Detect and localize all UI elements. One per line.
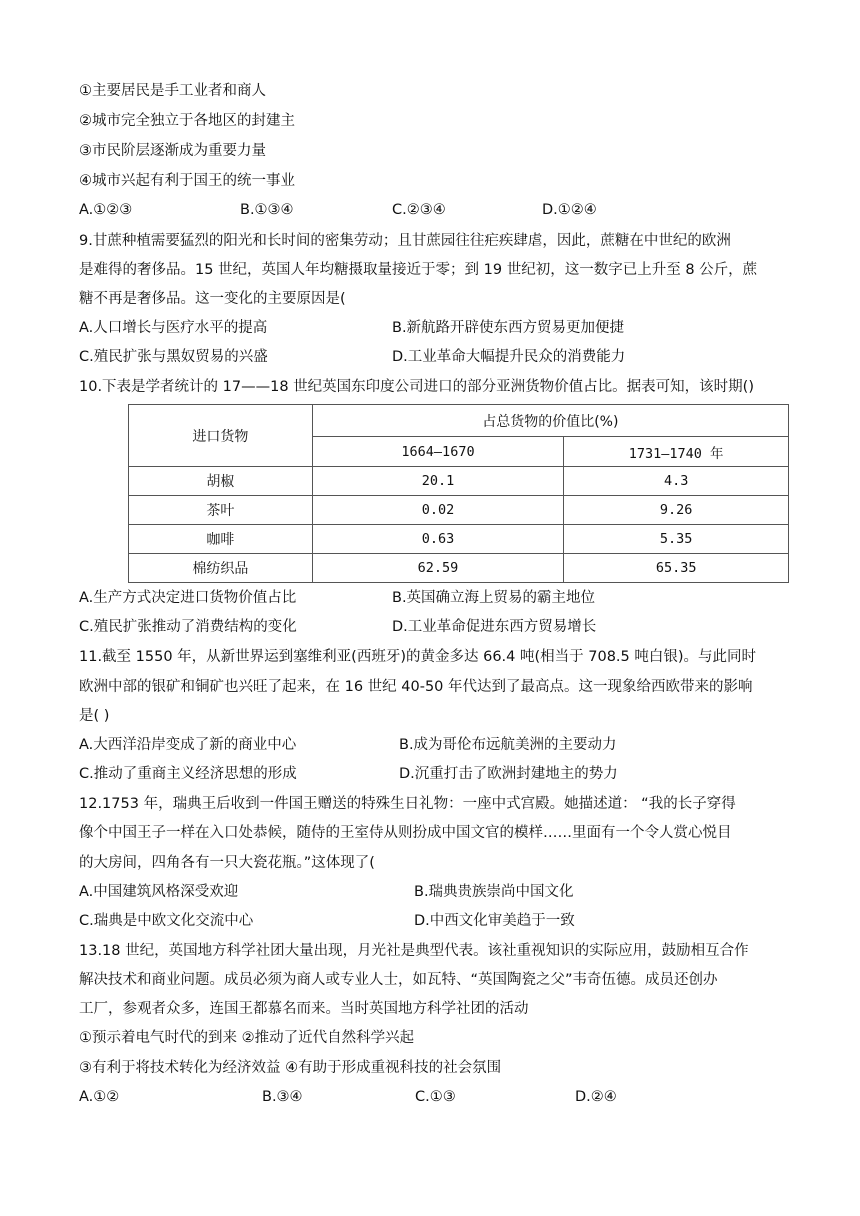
- table-row: [129, 525, 789, 554]
- q9-option-c: C.殖民扩张与黑奴贸易的兴盛: [79, 349, 268, 365]
- q8-option-c: C.②③④: [392, 202, 446, 218]
- q9-options-row-2: [79, 347, 791, 367]
- cell-value-1: 0.02: [312, 496, 564, 525]
- header-goods: 进口货物: [129, 405, 313, 467]
- goods-value-table: [128, 404, 789, 583]
- cell-value-2: 9.26: [564, 496, 789, 525]
- cell-item: 胡椒: [129, 467, 313, 496]
- cell-value-1: 20.1: [312, 467, 564, 496]
- q13-option-a: A.①②: [79, 1089, 120, 1105]
- q12-option-c: C.瑞典是中欧文化交流中心: [79, 913, 254, 929]
- q8-statement-1: ①主要居民是手工业者和商人: [79, 83, 266, 99]
- q8-option-a: A.①②③: [79, 202, 133, 218]
- cell-value-1: 0.63: [312, 525, 564, 554]
- q10-options-row-1: [79, 588, 791, 608]
- q10-option-d: D.工业革命促进东西方贸易增长: [392, 619, 597, 635]
- cell-item: 咖啡: [129, 525, 313, 554]
- q11-option-c: C.推动了重商主义经济思想的形成: [79, 766, 297, 782]
- q10-stem: 10.下表是学者统计的 17——18 世纪英国东印度公司进口的部分亚洲货物价值占比。据表可知，该时期(): [79, 379, 754, 395]
- q12-options-row-2: [79, 911, 791, 931]
- cell-value-2: 5.35: [564, 525, 789, 554]
- cell-value-1: 62.59: [312, 554, 564, 583]
- q12-option-d: D.中西文化审美趋于一致: [414, 913, 575, 929]
- q8-statement-4: ④城市兴起有利于国王的统一事业: [79, 173, 295, 189]
- q11-stem-line-2: 欧洲中部的银矿和铜矿也兴旺了起来，在 16 世纪 40-50 年代达到了最高点。这一现象给西欧带来的影响: [79, 679, 753, 695]
- header-period-2: 1731—1740 年: [564, 437, 789, 467]
- q9-options-row-1: [79, 318, 791, 338]
- q13-stem-line-2: 解决技术和商业问题。成员必须为商人或专业人士，如瓦特、“英国陶瓷之父”韦奇伍德。成员还创办: [79, 972, 718, 988]
- q9-stem-line-1: 9.甘蔗种植需要猛烈的阳光和长时间的密集劳动；且甘蔗园往往疟疾肆虐，因此，蔗糖在中世纪的欧洲: [79, 233, 731, 249]
- q13-option-b: B.③④: [262, 1089, 303, 1105]
- q13-option-d: D.②④: [575, 1089, 617, 1105]
- q10-option-b: B.英国确立海上贸易的霸主地位: [392, 590, 596, 606]
- q11-option-b: B.成为哥伦布远航美洲的主要动力: [399, 737, 617, 753]
- cell-item: 棉纺织品: [129, 554, 313, 583]
- q8-option-b: B.①③④: [240, 202, 294, 218]
- q8-statement-3: ③市民阶层逐渐成为重要力量: [79, 143, 266, 159]
- q11-stem-line-1: 11.截至 1550 年，从新世界运到塞维利亚(西班牙)的黄金多达 66.4 吨(相当于 708.5 吨白银)。与此同时: [79, 649, 757, 665]
- q13-option-c: C.①③: [415, 1089, 456, 1105]
- q11-option-d: D.沉重打击了欧洲封建地主的势力: [399, 766, 618, 782]
- cell-item: 茶叶: [129, 496, 313, 525]
- q11-stem-line-3: 是( ): [79, 708, 110, 724]
- q8-option-d: D.①②④: [542, 202, 597, 218]
- q11-option-a: A.大西洋沿岸变成了新的商业中心: [79, 737, 297, 753]
- q9-option-a: A.人口增长与医疗水平的提高: [79, 320, 268, 336]
- cell-value-2: 4.3: [564, 467, 789, 496]
- q12-option-a: A.中国建筑风格深受欢迎: [79, 884, 239, 900]
- q8-options: [79, 200, 791, 220]
- q9-option-b: B.新航路开辟使东西方贸易更加便捷: [392, 320, 625, 336]
- q11-options-row-2: [79, 764, 791, 784]
- q13-options: [79, 1087, 791, 1107]
- q9-option-d: D.工业革命大幅提升民众的消费能力: [392, 349, 626, 365]
- table-row: [129, 496, 789, 525]
- q12-option-b: B.瑞典贵族崇尚中国文化: [414, 884, 574, 900]
- q10-options-row-2: [79, 617, 791, 637]
- q13-statements-line-2: ③有利于将技术转化为经济效益 ④有助于形成重视科技的社会氛围: [79, 1060, 502, 1076]
- header-value-share: 占总货物的价值比(%): [312, 405, 788, 437]
- q10-option-c: C.殖民扩张推动了消费结构的变化: [79, 619, 297, 635]
- q12-stem-line-2: 像个中国王子一样在入口处恭候，随侍的王室侍从则扮成中国文官的模样……里面有一个令人赏心悦目: [79, 825, 732, 841]
- header-period-1: 1664—1670: [312, 437, 564, 467]
- q9-stem-line-3: 糖不再是奢侈品。这一变化的主要原因是(: [79, 291, 346, 307]
- cell-value-2: 65.35: [564, 554, 789, 583]
- q11-options-row-1: [79, 735, 791, 755]
- q13-statements-line-1: ①预示着电气时代的到来 ②推动了近代自然科学兴起: [79, 1030, 415, 1046]
- q8-statement-2: ②城市完全独立于各地区的封建主: [79, 113, 295, 129]
- table-row: [129, 467, 789, 496]
- q10-option-a: A.生产方式决定进口货物价值占比: [79, 590, 297, 606]
- q12-stem-line-3: 的大房间，四角各有一只大瓷花瓶。”这体现了(: [79, 855, 375, 871]
- table-row: [129, 554, 789, 583]
- q12-stem-line-1: 12.1753 年，瑞典王后收到一件国王赠送的特殊生日礼物：一座中式宫殿。她描述道： “我的长子穿得: [79, 796, 736, 812]
- q13-stem-line-3: 工厂，参观者众多，连国王都慕名而来。当时英国地方科学社团的活动: [79, 1001, 529, 1017]
- q12-options-row-1: [79, 882, 791, 902]
- q9-stem-line-2: 是难得的奢侈品。15 世纪，英国人年均糖摄取量接近于零；到 19 世纪初，这一数字已上升至 8 公斤，蔗: [79, 262, 758, 278]
- q13-stem-line-1: 13.18 世纪，英国地方科学社团大量出现，月光社是典型代表。该社重视知识的实际应用，鼓励相互合作: [79, 943, 749, 959]
